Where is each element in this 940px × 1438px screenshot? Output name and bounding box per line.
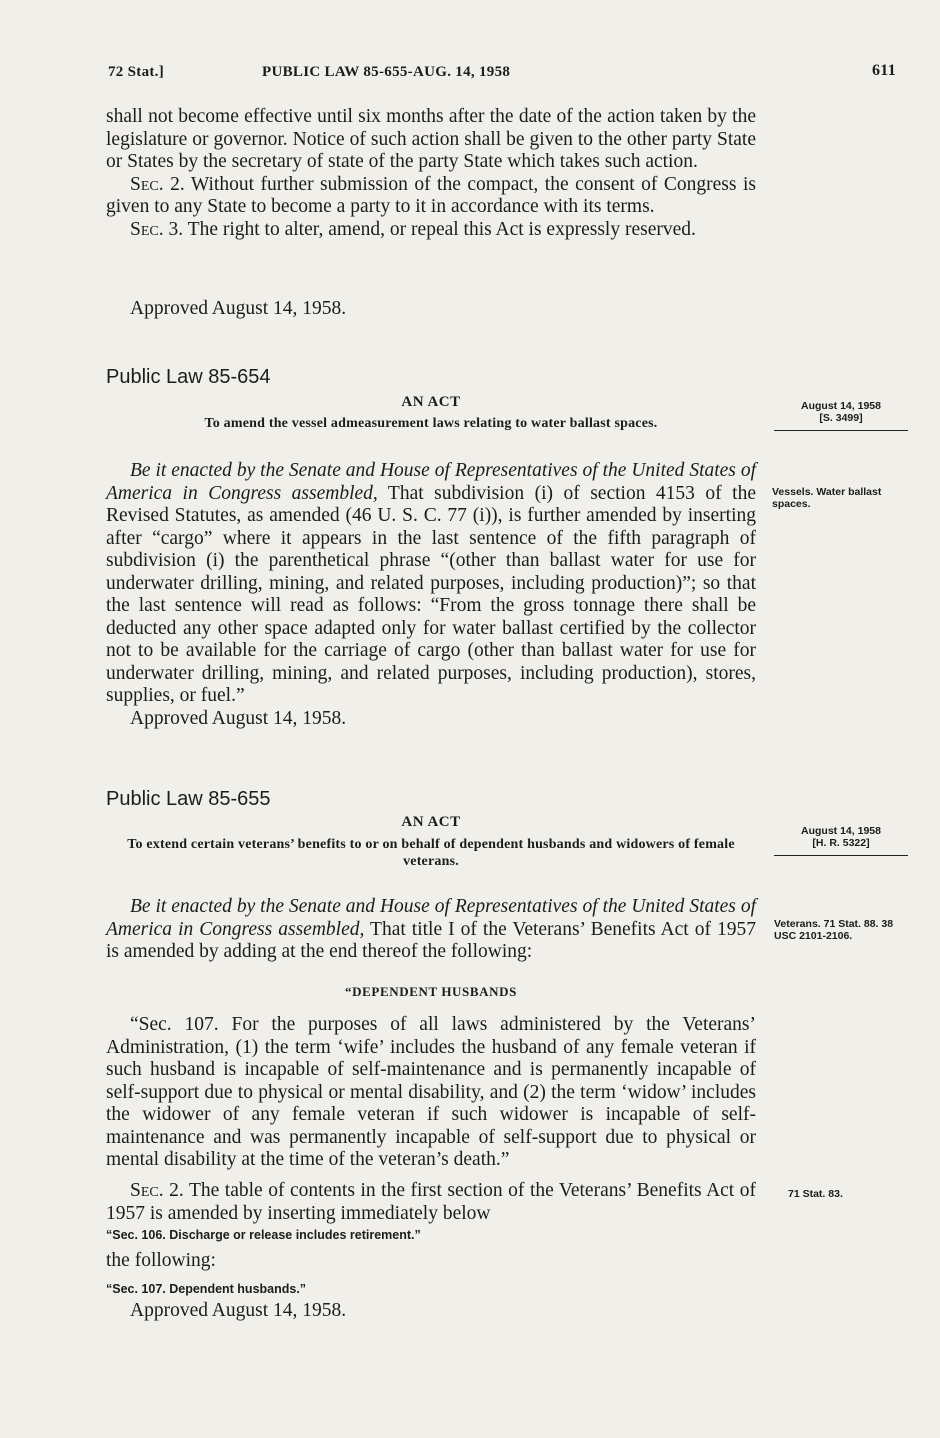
law-655-enacting-clause: Be it enacted by the Senate and House of Representatives of the United States of America in Congress assembled, bbox=[106, 896, 756, 940]
law-654-purpose: To amend the vessel admeasurement laws relating to water ballast spaces. bbox=[204, 416, 658, 431]
law-655-purpose: To extend certain veterans’ benefits to or on behalf of dependent husbands and widowers of female veterans. bbox=[127, 837, 735, 869]
law-654-margin-rule bbox=[774, 430, 908, 431]
law-655-margin-bill: [H. R. 5322] bbox=[812, 837, 870, 849]
sec2-text: Without further submission of the compact, the consent of Congress is given to any State to become a party to it in accordance with its terms. bbox=[106, 173, 756, 217]
law-655-body bbox=[106, 896, 756, 964]
law-655-text: That title I of the Veterans’ Benefits Act of 1957 is amended by adding at the end thereof the following: bbox=[106, 918, 756, 962]
law-654-paragraph bbox=[106, 460, 756, 708]
the-following: the following: bbox=[106, 1250, 216, 1271]
header-title: PUBLIC LAW 85-655-AUG. 14, 1958 bbox=[262, 64, 511, 80]
law-655-sec2-paragraph bbox=[106, 1180, 756, 1225]
law-654-an-act: AN ACT bbox=[401, 394, 461, 410]
law-655-sec2-label: Sec. 2. bbox=[130, 1180, 184, 1201]
continuation-approved: Approved August 14, 1958. bbox=[130, 298, 347, 319]
law-655-margin-date: August 14, 1958 bbox=[801, 825, 881, 837]
sec107-block bbox=[106, 1014, 756, 1172]
section-heading: “DEPENDENT HUSBANDS bbox=[345, 984, 517, 999]
law-654-enacting-clause: Be it enacted by the Senate and House of Representatives of the United States of America in Congress assembled, bbox=[106, 460, 756, 504]
header-volume: 72 Stat.] bbox=[108, 64, 165, 80]
law-654-margin-note: Vessels. Water ballast spaces. bbox=[772, 486, 882, 510]
continuation-paragraph: shall not become effective until six months after the date of the action taken by the legislature or governor. Notice of such action shall be given to the other party State or States by the secretary of state of the party State which takes such action. bbox=[106, 106, 756, 172]
continuation-sec2 bbox=[106, 174, 756, 219]
continuation-block bbox=[106, 106, 756, 241]
sec107-paragraph: “Sec. 107. For the purposes of all laws administered by the Veterans’ Administration, (1) the term ‘wife’ includes the husband of any female veteran if such husband is incapable of self-maintenance and is permanently incapable of self-support due to physical or mental disability, and (2) the term ‘widow’ includes the widower of any female veteran if such widower is incapable of self-maintenance and was permanently incapable of self-support due to physical or mental disability at the time of the veteran’s death.” bbox=[106, 1014, 756, 1170]
law-655-an-act: AN ACT bbox=[401, 814, 461, 830]
law-655-approved: Approved August 14, 1958. bbox=[130, 1300, 347, 1321]
law-655-margin-rule bbox=[774, 855, 908, 856]
sec3-text: The right to alter, amend, or repeal this Act is expressly reserved. bbox=[187, 218, 696, 240]
law-654-margin-date: August 14, 1958 bbox=[801, 400, 881, 412]
law-654-approved: Approved August 14, 1958. bbox=[130, 708, 347, 729]
law-655-sec2-block bbox=[106, 1180, 756, 1225]
sec3-label: Sec. 3. bbox=[130, 218, 184, 240]
quote-sec-106: “Sec. 106. Discharge or release includes retirement.” bbox=[106, 1228, 421, 1242]
law-655-sec2-margin: 71 Stat. 83. bbox=[788, 1188, 843, 1200]
continuation-sec3 bbox=[106, 219, 756, 242]
law-654-body bbox=[106, 460, 756, 708]
law-655-title: Public Law 85-655 bbox=[106, 788, 271, 810]
law-654-margin-bill: [S. 3499] bbox=[819, 412, 863, 424]
page-number: 611 bbox=[872, 62, 897, 79]
law-654-title: Public Law 85-654 bbox=[106, 366, 271, 388]
sec2-label: Sec. 2. bbox=[130, 173, 185, 195]
law-655-paragraph bbox=[106, 896, 756, 964]
quote-sec-107: “Sec. 107. Dependent husbands.” bbox=[106, 1282, 307, 1296]
law-654-text: That subdivision (i) of section 4153 of the Revised Statutes, as amended (46 U. S. C. 77 (i)), is further amended by inserting after “cargo” where it appears in the last sentence of the fifth paragraph of subdivision (i) the parenthetical phrase “(other than ballast water for use for underwater drilling, mining, and related purposes, including production)”; so that the last sentence will read as follows: “From the gross tonnage there shall be deducted any other space adapted only for water ballast certified by the collector not to be available for the carriage of cargo (other than ballast water for use for underwater drilling, mining, and related purposes, including production), stores, supplies, or fuel.” bbox=[106, 482, 756, 706]
law-655-margin-note: Veterans. 71 Stat. 88. 38 USC 2101-2106. bbox=[774, 918, 894, 942]
law-655-sec2-text: The table of contents in the first section of the Veterans’ Benefits Act of 1957 is amended by inserting immediately below bbox=[106, 1180, 756, 1224]
